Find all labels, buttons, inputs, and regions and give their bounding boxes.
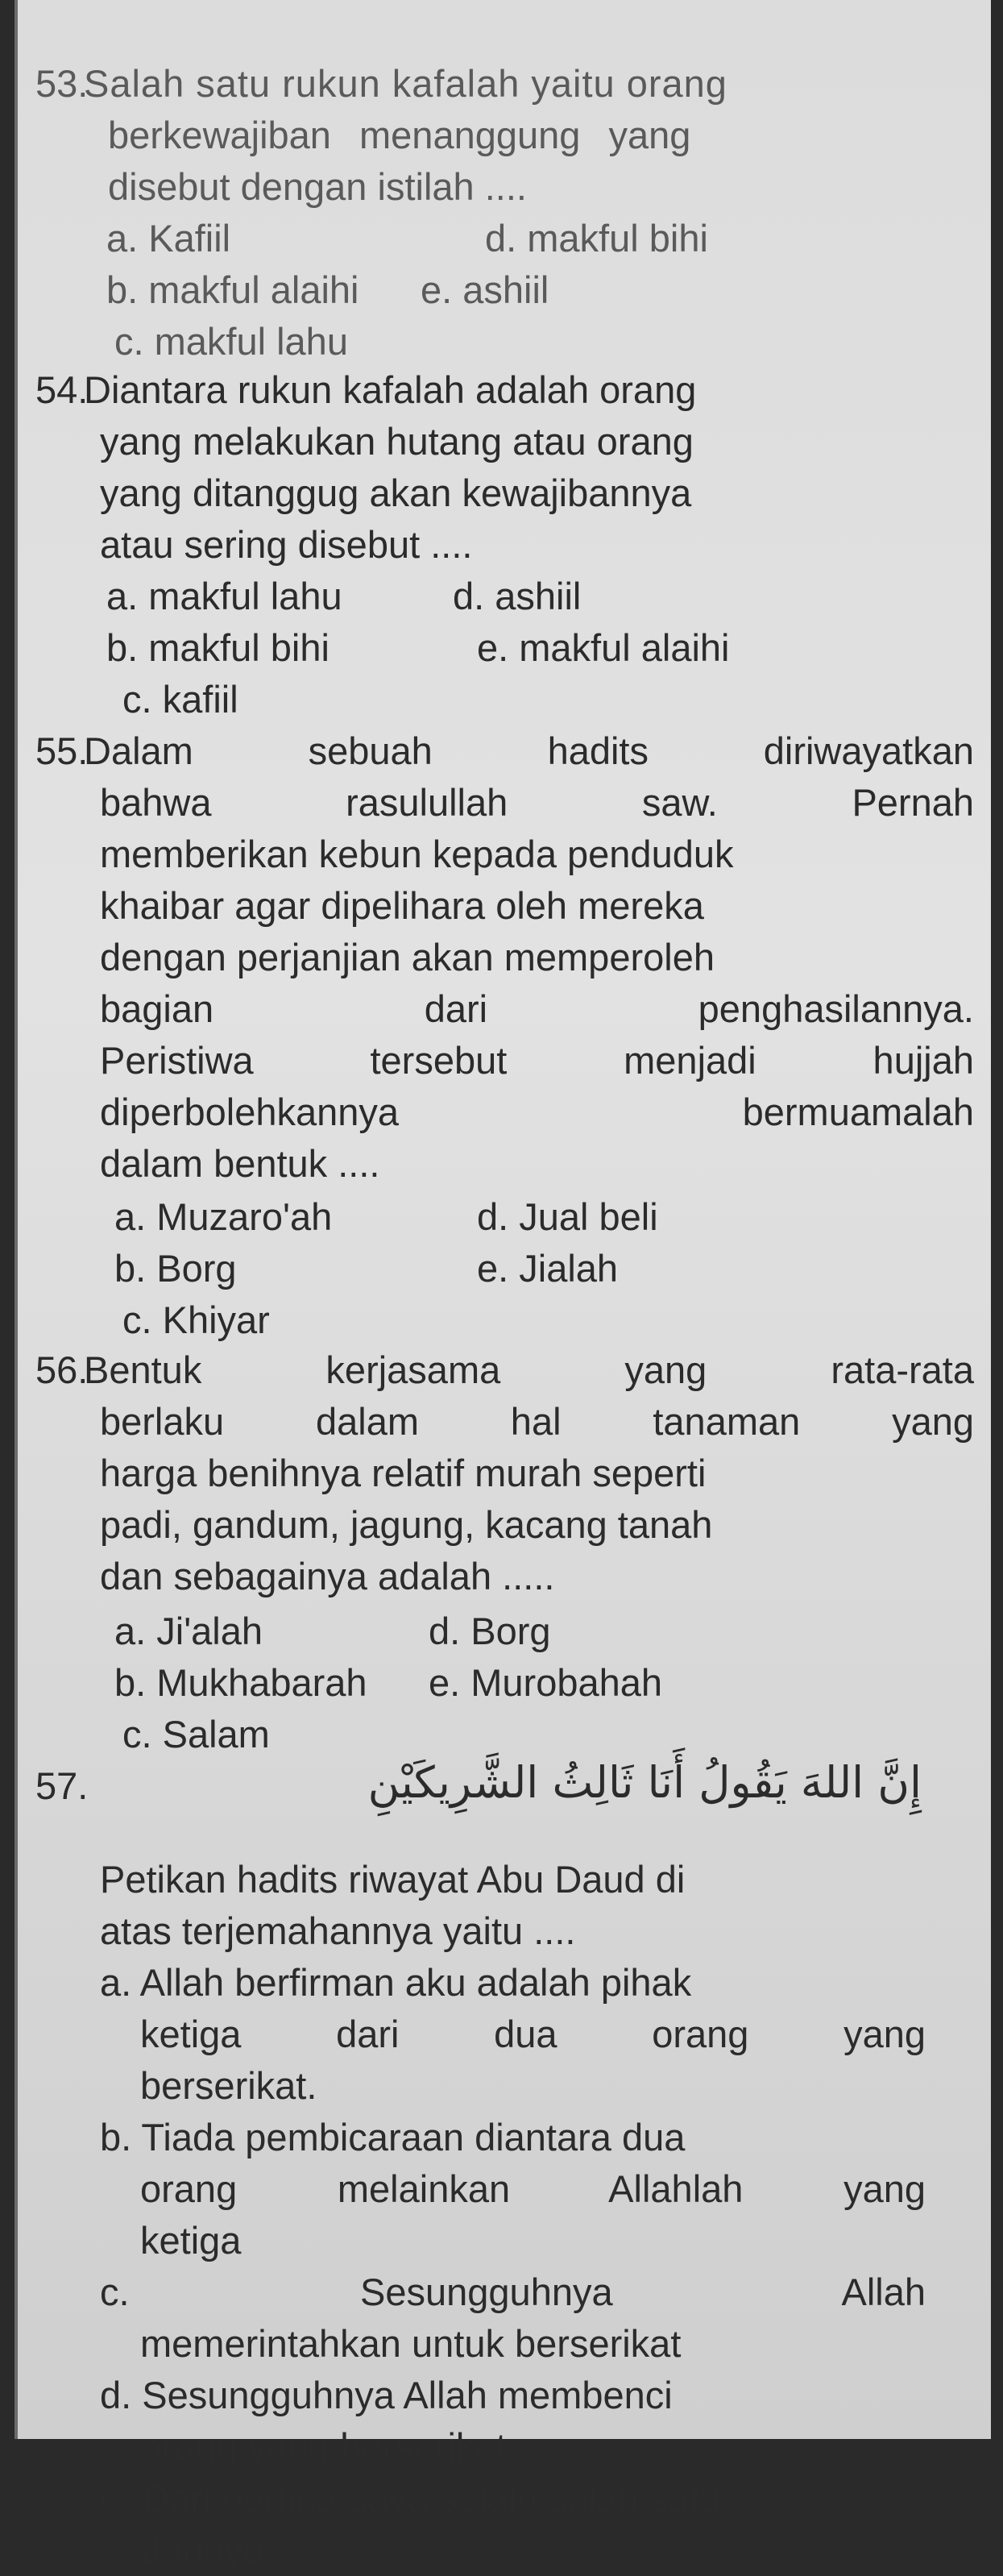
question-text-line: yang melakukan hutang atau orang — [100, 420, 694, 463]
option-e: e. makful alaihi — [477, 626, 730, 669]
option-d-cont: orang yang berserikat — [140, 2425, 507, 2468]
option-e: e. Dari bertiga saya selalu salah satu — [100, 2477, 721, 2520]
option-b: b. Mukhabarah — [114, 1661, 367, 1704]
question-text-line: memberikan kebun kepada penduduk — [100, 833, 734, 875]
question-text-line: dalam bentuk .... — [100, 1142, 380, 1185]
option-a: a. Allah berfirman aku adalah pihak — [100, 1961, 692, 2004]
option-a: a. Muzaro'ah — [114, 1195, 333, 1238]
option-e-cont: darinya — [140, 2528, 265, 2571]
option-d: d. Sesungguhnya Allah membenci — [100, 2374, 673, 2416]
option-e: e. Jialah — [477, 1247, 619, 1290]
question-text-line: dengan perjanjian akan memperoleh — [100, 936, 715, 978]
question-56 — [35, 1344, 974, 1602]
question-text-line: Dalam sebuah hadits diriwayatkan — [84, 729, 974, 772]
option-d: d. makful bihi — [485, 217, 708, 260]
option-c: c. Sesungguhnya Allah — [100, 2271, 926, 2313]
option-d: d. ashiil — [453, 575, 582, 617]
option-b-cont: ketiga — [140, 2219, 242, 2262]
question-text-line: diperbolehkannya bermuamalah — [100, 1091, 974, 1133]
option-b: b. Borg — [114, 1247, 237, 1290]
question-text-line: dan sebagainya adalah ..... — [100, 1555, 555, 1598]
question-number: 56. — [35, 1348, 89, 1391]
option-c: c. kafiil — [122, 678, 238, 721]
question-text-line: berkewajiban menanggung yang — [108, 114, 691, 156]
question-55 — [35, 725, 974, 1190]
question-53 — [35, 58, 914, 213]
question-number: 57. — [35, 1764, 89, 1807]
option-e: e. Murobahah — [429, 1661, 663, 1704]
question-text-line: berlaku dalam hal tanaman yang — [100, 1400, 974, 1443]
arabic-hadith-text: إِنَّ اللهَ يَقُولُ أَنَا ثَالِثُ الشَّرِيكَيْنِ — [367, 1757, 922, 1808]
option-b: b. Tiada pembicaraan diantara dua — [100, 2116, 686, 2158]
question-text-line: bagian dari penghasilannya. — [100, 987, 974, 1030]
option-c: c. Salam — [122, 1713, 270, 1755]
option-c: c. makful lahu — [114, 320, 348, 363]
option-d: d. Borg — [429, 1610, 551, 1652]
question-text-line: Diantara rukun kafalah adalah orang — [84, 368, 697, 411]
options-57 — [100, 1957, 974, 2576]
question-text-line: bahwa rasulullah saw. Pernah — [100, 781, 974, 824]
question-number: 53. — [35, 62, 89, 105]
option-b: b. makful alaihi — [106, 268, 359, 311]
option-c-cont: memerintahkan untuk berserikat — [140, 2322, 682, 2365]
question-text-line: atau sering disebut .... — [100, 523, 473, 566]
question-54 — [35, 364, 970, 571]
question-text-line: yang ditanggug akan kewajibannya — [100, 472, 692, 514]
option-a: a. makful lahu — [106, 575, 342, 617]
option-b: b. makful bihi — [106, 626, 329, 669]
option-d: d. Jual beli — [477, 1195, 658, 1238]
option-c: c. Khiyar — [122, 1298, 270, 1341]
option-a-cont: ketiga dari dua orang yang — [140, 2013, 926, 2055]
question-text-line: Petikan hadits riwayat Abu Daud di — [100, 1858, 686, 1901]
option-a-cont: berserikat. — [140, 2064, 317, 2107]
worksheet-page — [15, 0, 991, 2571]
question-text-line: atas terjemahannya yaitu .... — [100, 1909, 576, 1952]
question-text-line: padi, gandum, jagung, kacang tanah — [100, 1503, 713, 1546]
option-b-cont: orang melainkan Allahlah yang — [140, 2167, 926, 2210]
option-e: e. ashiil — [421, 268, 549, 311]
option-a: a. Kafiil — [106, 217, 231, 260]
question-number: 54. — [35, 368, 89, 411]
question-text-line: Bentuk kerjasama yang rata-rata — [84, 1348, 974, 1391]
question-text-line: khaibar agar dipelihara oleh mereka — [100, 884, 704, 927]
question-text-line: harga benihnya relatif murah seperti — [100, 1452, 707, 1494]
option-a: a. Ji'alah — [114, 1610, 263, 1652]
question-text-line: disebut dengan istilah .... — [108, 165, 527, 208]
question-number: 55. — [35, 729, 89, 772]
question-text-line: Salah satu rukun kafalah yaitu orang — [84, 62, 727, 105]
question-text-line: Peristiwa tersebut menjadi hujjah — [100, 1039, 974, 1082]
question-57-text — [100, 1854, 974, 1957]
